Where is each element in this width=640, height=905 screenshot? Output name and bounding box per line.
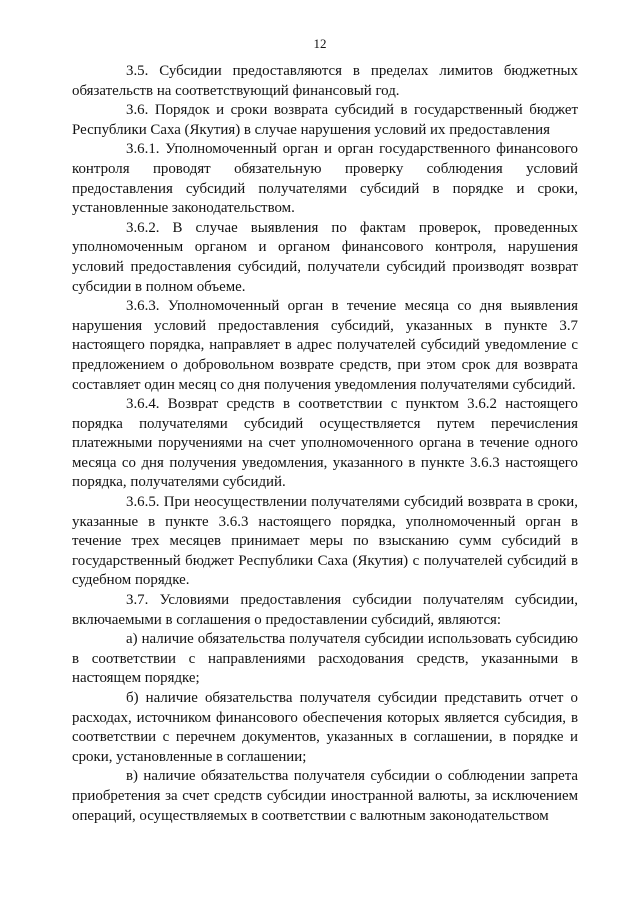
- paragraph-3-6-4: 3.6.4. Возврат средств в соответствии с пунктом 3.6.2 настоящего порядка получателями субсидий осуществляется путем перечисления платежными поручениями на счет уполномоченного органа в течение одного месяца со дня получения уведомления, указанного в пункте 3.6.3 настоящего порядка, получателями субсидий.: [72, 396, 578, 491]
- paragraph-3-7: 3.7. Условиями предоставления субсидии получателям субсидии, включаемыми в соглашения о предоставлении субсидий, являются:: [72, 592, 578, 628]
- paragraph-3-6-5: 3.6.5. При неосуществлении получателями субсидий возврата в сроки, указанные в пункте 3.6.3 настоящего порядка, уполномоченный орган в течение трех месяцев принимает меры по взысканию сумм субсидий в государственный бюджет Республики Саха (Якутия) с получателей субсидий в судебном порядке.: [72, 494, 578, 589]
- page-number: 12: [313, 36, 327, 51]
- list-item-b: б) наличие обязательства получателя субсидии представить отчет о расходах, источником финансового обеспечения которых является субсидия, в соответствии с перечнем документов, указанных в соглашении, в порядке и сроки, установленные в соглашении;: [72, 690, 578, 765]
- paragraph-3-6: 3.6. Порядок и сроки возврата субсидий в государственный бюджет Республики Саха (Якутия) в случае нарушения условий их предоставления: [72, 102, 578, 138]
- paragraph-3-6-2: 3.6.2. В случае выявления по фактам проверок, проведенных уполномоченным органом и органом финансового контроля, нарушения условий предоставления субсидий, получатели субсидий производят возврат субсидии в полном объеме.: [72, 219, 578, 295]
- paragraph-3-6-3: 3.6.3. Уполномоченный орган в течение месяца со дня выявления нарушения условий предоставления субсидий, указанных в пункте 3.7 настоящего порядка, направляет в адрес получателей субсидий уведомление с предложением о добровольном возврате средств, при этом срок для возврата составляет один месяц со дня получения уведомления получателями субсидий.: [72, 298, 578, 393]
- document-body: [72, 62, 578, 826]
- paragraph-3-6-1: 3.6.1. Уполномоченный орган и орган государственного финансового контроля проводят обязательную проверку соблюдения условий предоставления субсидий получателями субсидий в порядке и сроки, установленные законодательством.: [72, 141, 578, 217]
- list-item-v: в) наличие обязательства получателя субсидии о соблюдении запрета приобретения за счет средств субсидии иностранной валюты, за исключением операций, осуществляемых в соответствии с валютным законодательством: [72, 768, 578, 824]
- paragraph-3-5: 3.5. Субсидии предоставляются в пределах лимитов бюджетных обязательств на соответствующий финансовый год.: [72, 63, 578, 99]
- list-item-a: а) наличие обязательства получателя субсидии использовать субсидию в соответствии с направлениями расходования средств, указанными в настоящем порядке;: [72, 631, 578, 687]
